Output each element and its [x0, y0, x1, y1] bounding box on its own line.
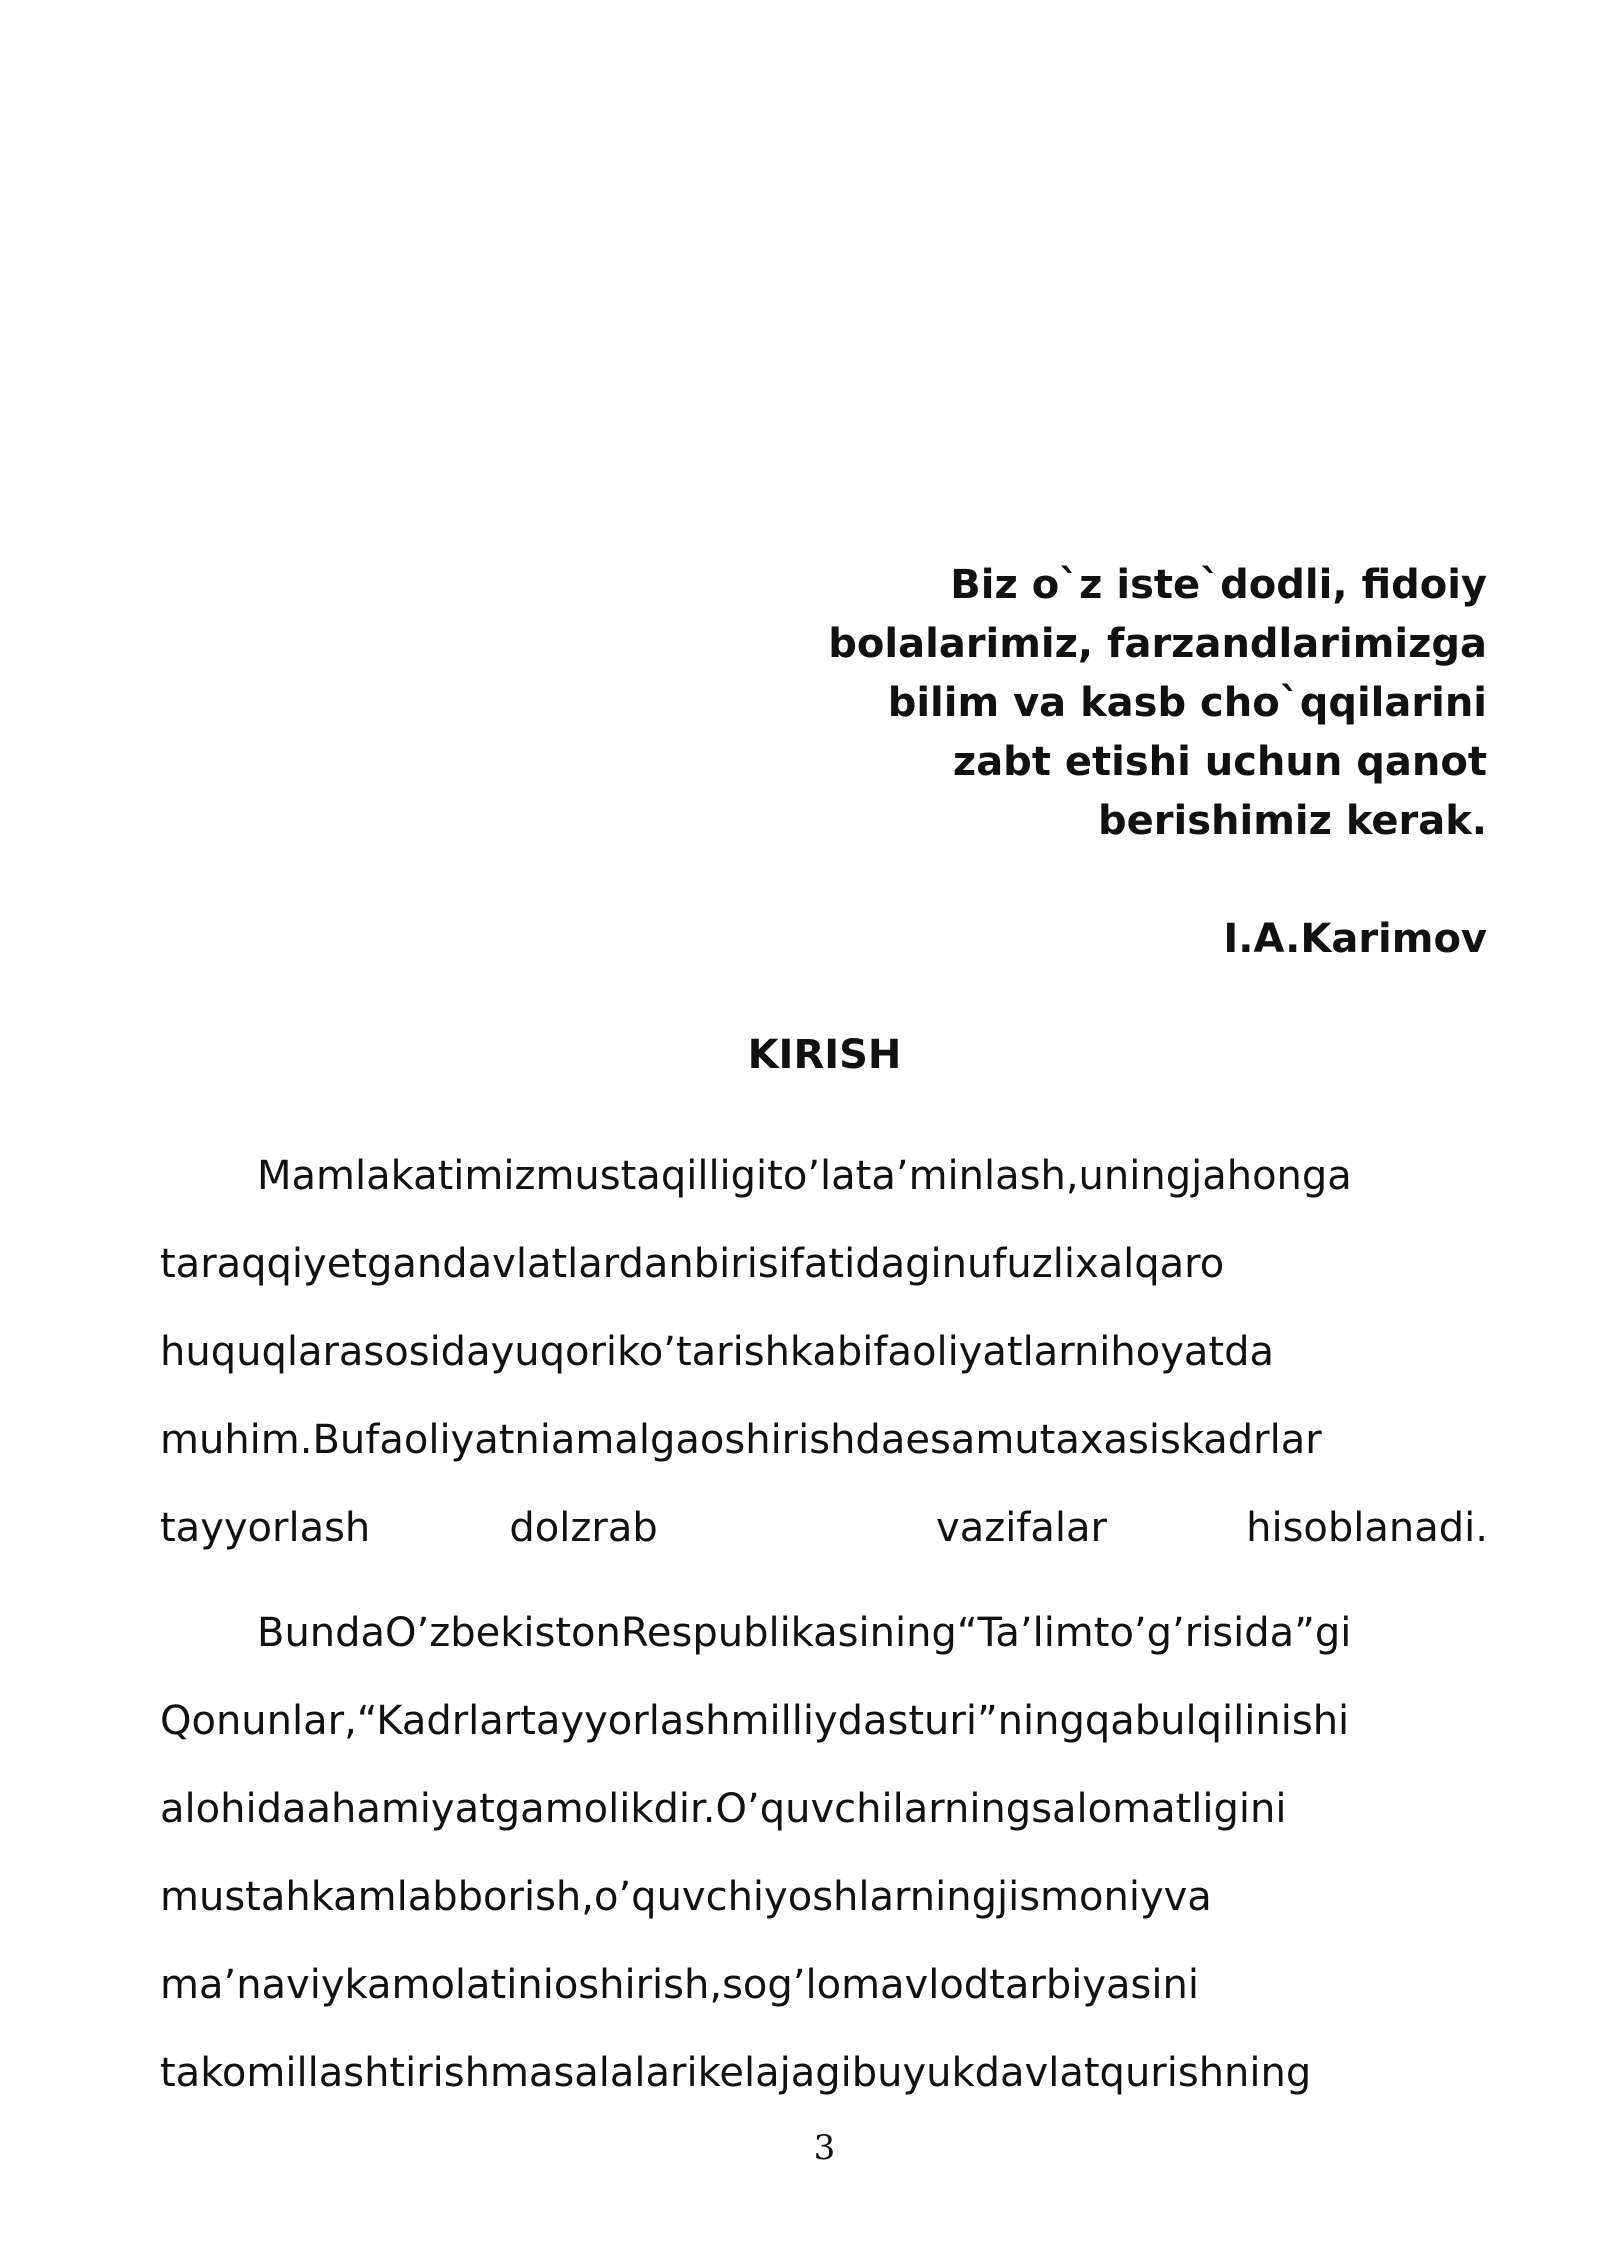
word: yuqori: [490, 1329, 618, 1375]
word: yoshlarning: [764, 1874, 997, 1920]
paragraph-line: [160, 1941, 1488, 2029]
word: ko’tarish: [617, 1329, 790, 1375]
word: kadrlar: [1180, 1417, 1322, 1463]
word: salomatligini: [1031, 1786, 1287, 1832]
word: faoliyatni: [365, 1417, 551, 1463]
word: Bu: [312, 1417, 366, 1463]
word: to’la: [767, 1153, 856, 1199]
word: “Ta’lim: [956, 1610, 1094, 1656]
word: mustahkamlab: [160, 1874, 458, 1920]
page-number: 3: [813, 2128, 836, 2168]
word: nihoyatda: [1073, 1329, 1274, 1375]
word: ning: [997, 1698, 1085, 1744]
paragraph-line: [160, 1677, 1488, 1765]
paragraph-line: [160, 1589, 1488, 1677]
paragraph-line: [160, 1853, 1488, 1941]
word: oshirish,: [553, 1962, 723, 2008]
word: o’quvchi: [593, 1874, 765, 1920]
word: buyuk: [851, 2050, 975, 2096]
word: oshirishda: [699, 1417, 906, 1463]
word: masalalari: [489, 2050, 698, 2096]
word: qilinishi: [1196, 1698, 1350, 1744]
section-heading: KIRISH: [747, 1032, 902, 1078]
word: ma’naviy: [160, 1962, 345, 2008]
word: milliy: [730, 1698, 838, 1744]
paragraph-1: [160, 1132, 1488, 1572]
word: asosida: [338, 1329, 491, 1375]
word: kabi: [789, 1329, 874, 1375]
word: xalqaro: [1074, 1241, 1225, 1287]
word: kelajagi: [697, 2050, 852, 2096]
epigraph-line: zabt etishi uchun qanot: [952, 739, 1487, 785]
word: dasturi”: [837, 1698, 998, 1744]
word: alohida: [160, 1786, 307, 1832]
word: etgan: [326, 1241, 443, 1287]
word: ta’minlash,: [855, 1153, 1079, 1199]
word: jahonga: [1191, 1153, 1352, 1199]
word: uning: [1078, 1153, 1192, 1199]
paragraph-line: [160, 1765, 1488, 1853]
word: to’g’risida”: [1093, 1610, 1315, 1656]
word: O’zbekiston: [385, 1610, 621, 1656]
word: ahamiyatga: [306, 1786, 545, 1832]
word: mustaqilligi: [535, 1153, 768, 1199]
epigraph-line: Biz o`z iste`dodli, fidoiy: [950, 562, 1487, 608]
word: takomillashtirish: [160, 2050, 490, 2096]
paragraph-line: [160, 1396, 1488, 1484]
word: Bunda: [257, 1610, 386, 1656]
epigraph: [687, 556, 1487, 969]
word: davlatlardan: [442, 1241, 694, 1287]
word: “Kadrlar: [356, 1698, 521, 1744]
word: jismoniy: [996, 1874, 1164, 1920]
epigraph-author: I.A.Karimov: [1223, 916, 1487, 962]
paragraph-line: [160, 1132, 1488, 1220]
word: gi: [1314, 1610, 1352, 1656]
word: davlat: [974, 2050, 1100, 2096]
word: va: [1163, 1874, 1212, 1920]
word: qurishning: [1099, 2050, 1312, 2096]
word: tayyorlash dolzrab vazifalar hisoblanadi.: [160, 1505, 1488, 1551]
word: Qonunlar,: [160, 1698, 357, 1744]
word: biri: [693, 1241, 758, 1287]
word: taraqqiy: [160, 1241, 327, 1287]
word: sog’lom: [722, 1962, 881, 2008]
epigraph-line: bilim va kasb cho`qqilarini: [887, 680, 1487, 726]
word: Mamlakatimiz: [257, 1153, 536, 1199]
word: tarbiyasini: [989, 1962, 1199, 2008]
word: borish,: [457, 1874, 594, 1920]
word: nufuzli: [941, 1241, 1075, 1287]
word: O’quvchilarning: [715, 1786, 1032, 1832]
word: tayyorlash: [520, 1698, 731, 1744]
word: kamolatini: [344, 1962, 554, 2008]
epigraph-line: bolalarimiz, farzandlarimizga: [828, 621, 1487, 667]
word: Respublikasining: [620, 1610, 957, 1656]
word: esa: [905, 1417, 976, 1463]
paragraph-line: [160, 2029, 1488, 2117]
paragraph-line: [160, 1484, 1488, 1572]
word: huquqlar: [160, 1329, 339, 1375]
word: mutaxasis: [975, 1417, 1181, 1463]
word: molikdir.: [544, 1786, 716, 1832]
word: amalga: [550, 1417, 700, 1463]
word: faoliyatlar: [873, 1329, 1074, 1375]
paragraph-2: [160, 1589, 1488, 2117]
word: qabul: [1084, 1698, 1197, 1744]
word: sifatidagi: [757, 1241, 942, 1287]
epigraph-line: berishimiz kerak.: [1098, 798, 1487, 844]
paragraph-line: [160, 1308, 1488, 1396]
word: muhim.: [160, 1417, 313, 1463]
paragraph-line: [160, 1220, 1488, 1308]
word: avlod: [880, 1962, 990, 2008]
